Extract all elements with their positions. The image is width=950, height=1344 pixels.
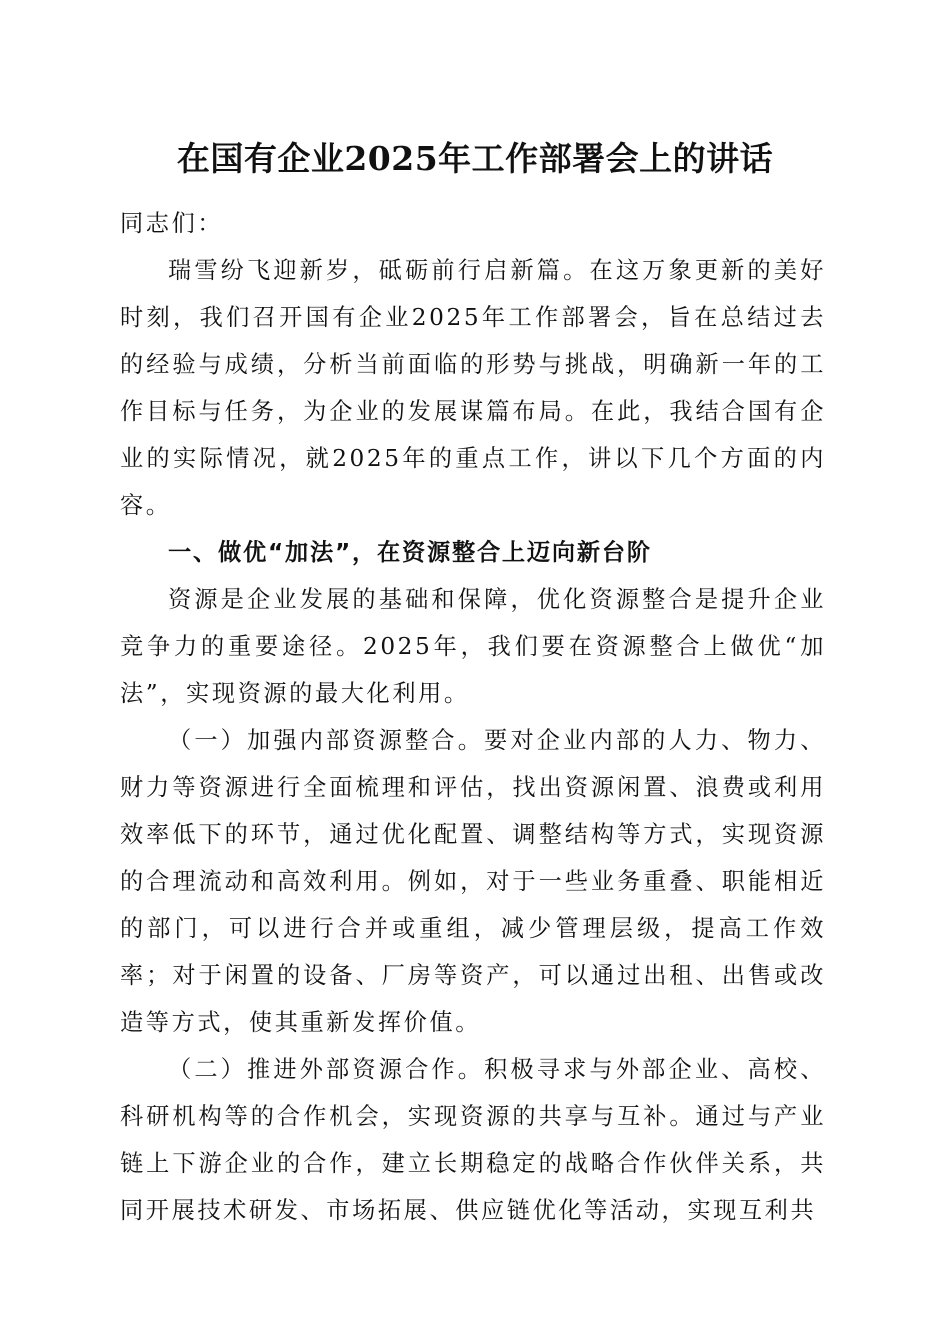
salutation: 同志们： xyxy=(120,210,224,237)
document-body xyxy=(120,200,826,1234)
item-1-paragraph xyxy=(120,717,826,1046)
document-title: 在国有企业2025年工作部署会上的讲话 xyxy=(176,139,774,178)
section-1-intro-paragraph: 资源是企业发展的基础和保障，优化资源整合是提升企业竞争力的重要途径。2025年，我们要在资源整合上做优“加法”，实现资源的最大化利用。 xyxy=(120,586,826,707)
intro-paragraph: 瑞雪纷飞迎新岁，砥砺前行启新篇。在这万象更新的美好时刻，我们召开国有企业2025年工作部署会，旨在总结过去的经验与成绩，分析当前面临的形势与挑战，明确新一年的工作目标与任务，为企业的发展谋篇布局。在此，我结合国有企业的实际情况，就2025年的重点工作，讲以下几个方面的内容。 xyxy=(120,257,826,519)
item-2-lead: （二）推进外部资源合作。 xyxy=(168,1056,485,1083)
item-2-text: 积极寻求与外部企业、高校、科研机构等的合作机会，实现资源的共享与互补。通过与产业链上下游企业的合作，建立长期稳定的战略合作伙伴关系，共同开展技术研发、市场拓展、供应链优化等活动，实现互利共 xyxy=(120,1056,826,1224)
section-heading-1: 一、做优“加法”，在资源整合上迈向新台阶 xyxy=(168,539,652,566)
item-1-lead: （一）加强内部资源整合。 xyxy=(168,727,485,754)
item-1-text: 要对企业内部的人力、物力、财力等资源进行全面梳理和评估，找出资源闲置、浪费或利用效率低下的环节，通过优化配置、调整结构等方式，实现资源的合理流动和高效利用。例如，对于一些业务重叠、职能相近的部门，可以进行合并或重组，减少管理层级，提高工作效率；对于闲置的设备、厂房等资产，可以通过出租、出售或改造等方式，使其重新发挥价值。 xyxy=(120,727,826,1036)
item-2-paragraph xyxy=(120,1046,826,1234)
